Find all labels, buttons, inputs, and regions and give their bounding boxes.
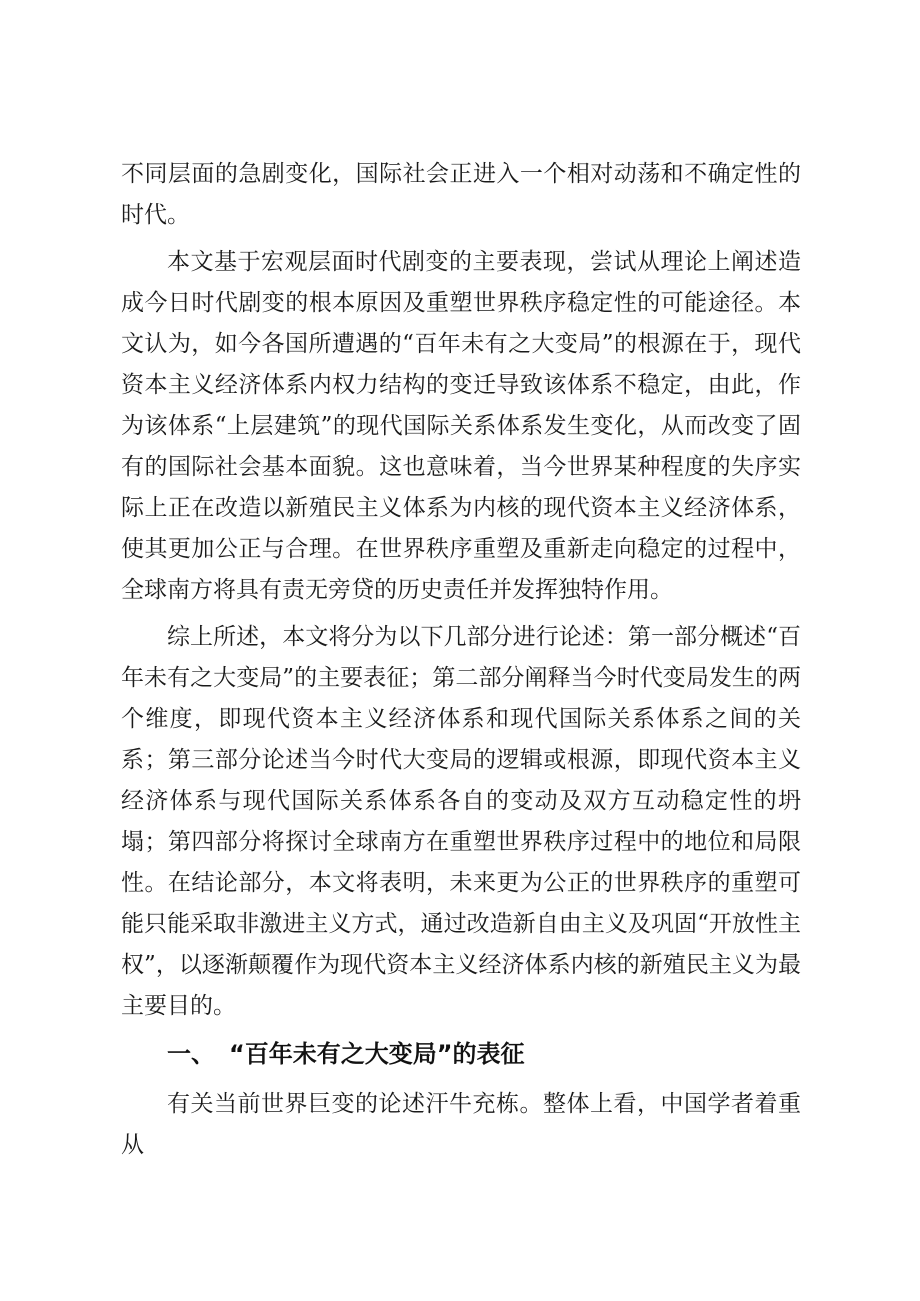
paragraph-outline: 综上所述，本文将分为以下几部分进行论述：第一部分概述“百年未有之大变局”的主要表征；第二部分阐释当今时代变局发生的两个维度，即现代资本主义经济体系和现代国际关系体系之间的关系；第三部分论述当今时代大变局的逻辑或根源，即现代资本主义经济体系与现代国际关系体系各自的变动及双方互动稳定性的坍塌；第四部分将探讨全球南方在重塑世界秩序过程中的地位和局限性。在结论部分，本文将表明，未来更为公正的世界秩序的重塑可能只能采取非激进主义方式，通过改造新自由主义及巩固“开放性主权”，以逐渐颠覆作为现代资本主义经济体系内核的新殖民主义为最主要目的。 [121,624,801,1019]
section-heading [167,1032,525,1076]
paragraph-intro: 本文基于宏观层面时代剧变的主要表现，尝试从理论上阐述造成今日时代剧变的根本原因及重塑世界秩序稳定性的可能途径。本文认为，如今各国所遭遇的“百年未有之大变局”的根源在于，现代资本主义经济体系内权力结构的变迁导致该体系不稳定，由此，作为该体系“上层建筑”的现代国际关系体系发生变化，从而改变了固有的国际社会基本面貌。这也意味着，当今世界某种程度的失序实际上正在改造以新殖民主义体系为内核的现代资本主义经济体系，使其更加公正与合理。在世界秩序重塑及重新走向稳定的过程中，全球南方将具有责无旁贷的历史责任并发挥独特作用。 [121,249,801,603]
paragraph-continued: 不同层面的急剧变化，国际社会正进入一个相对动荡和不确定性的时代。 [121,161,801,228]
section-number: 一、 [167,1040,215,1068]
body-text-top [121,154,801,1027]
paragraph-section-start: 有关当前世界巨变的论述汗牛充栋。整体上看，中国学者着重从 [121,1091,801,1158]
body-text-bottom [121,1084,801,1166]
section-title: “百年未有之大变局”的表征 [229,1040,525,1068]
